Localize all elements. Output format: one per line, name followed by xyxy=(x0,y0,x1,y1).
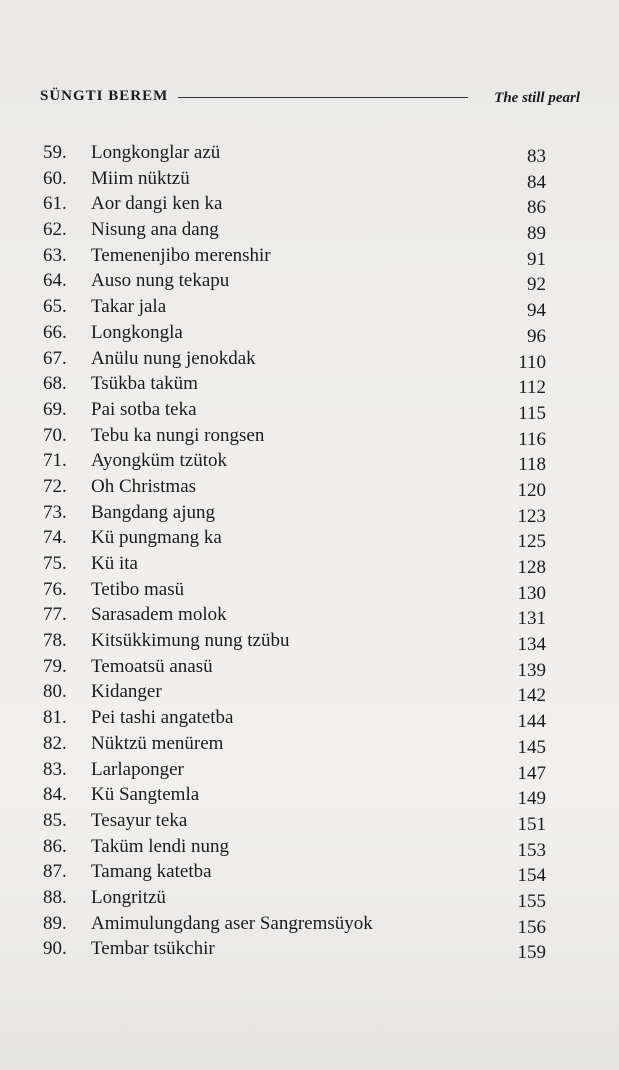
toc-entry xyxy=(0,448,619,474)
toc-entry-title: Bangdang ajung xyxy=(91,501,216,523)
toc-entry-number: 80. xyxy=(43,681,67,703)
toc-entry xyxy=(0,551,619,577)
toc-entry-number: 70. xyxy=(43,424,67,446)
toc-entry-title: Taküm lendi nung xyxy=(91,835,229,857)
toc-entry xyxy=(0,166,619,192)
toc-entry xyxy=(0,885,619,911)
toc-entry-number: 82. xyxy=(43,732,67,754)
toc-entry xyxy=(0,140,619,166)
toc-entry-page: 159 xyxy=(517,942,546,964)
toc-entry-number: 75. xyxy=(43,553,67,574)
toc-entry-title: Miim nüktzü xyxy=(91,167,190,189)
toc-entry-title: Pai sotba teka xyxy=(91,398,197,420)
toc-entry-number: 65. xyxy=(43,296,67,318)
toc-entry-page: 128 xyxy=(517,557,546,578)
toc-entry-number: 89. xyxy=(43,912,67,934)
toc-entry-page: 131 xyxy=(517,608,546,630)
toc-entry xyxy=(0,346,619,372)
toc-entry xyxy=(0,397,619,423)
toc-entry-title: Oh Christmas xyxy=(91,475,197,497)
toc-entry xyxy=(0,911,619,937)
toc-entry-number: 78. xyxy=(43,630,67,652)
table-of-contents xyxy=(0,140,619,962)
toc-entry-number: 74. xyxy=(43,527,67,549)
toc-entry-page: 154 xyxy=(517,865,546,887)
toc-entry-number: 62. xyxy=(43,219,67,241)
toc-entry-page: 139 xyxy=(517,659,546,681)
toc-entry xyxy=(0,808,619,834)
toc-entry-number: 73. xyxy=(43,501,67,523)
toc-entry-page: 83 xyxy=(527,146,546,167)
toc-entry xyxy=(0,731,619,757)
toc-entry-number: 71. xyxy=(43,450,67,472)
toc-entry-title: Auso nung tekapu xyxy=(91,270,230,292)
toc-entry-number: 87. xyxy=(43,861,67,883)
toc-entry-page: 145 xyxy=(517,736,546,758)
toc-entry-title: Kü Sangtemla xyxy=(91,784,200,806)
toc-entry-page: 123 xyxy=(517,505,546,527)
toc-entry-page: 89 xyxy=(527,223,546,245)
toc-entry-page: 120 xyxy=(517,479,546,501)
toc-entry-title: Kü ita xyxy=(91,553,138,574)
toc-entry-page: 142 xyxy=(517,685,546,707)
toc-entry-number: 67. xyxy=(43,347,67,369)
toc-entry-title: Ayongküm tzütok xyxy=(91,450,227,472)
toc-entry-title: Temoatsü anasü xyxy=(91,655,213,677)
toc-entry xyxy=(0,500,619,526)
toc-entry xyxy=(0,782,619,808)
toc-entry-page: 149 xyxy=(517,788,546,810)
toc-entry-title: Longritzü xyxy=(91,886,166,908)
toc-entry xyxy=(0,679,619,705)
toc-entry-page: 115 xyxy=(518,402,546,424)
toc-entry xyxy=(0,474,619,500)
toc-entry-number: 72. xyxy=(43,475,67,497)
toc-entry-page: 130 xyxy=(517,582,546,604)
toc-entry-title: Tetibo masü xyxy=(91,578,185,600)
toc-entry-page: 84 xyxy=(527,171,546,193)
toc-entry-title: Longkongla xyxy=(91,321,183,343)
toc-entry-number: 66. xyxy=(43,321,67,343)
toc-entry xyxy=(0,371,619,397)
toc-entry-number: 77. xyxy=(43,604,67,626)
toc-entry-page: 118 xyxy=(518,454,546,476)
toc-entry-number: 85. xyxy=(43,809,67,831)
toc-entry-page: 94 xyxy=(527,300,546,322)
toc-entry-page: 151 xyxy=(517,813,546,835)
toc-entry xyxy=(0,654,619,680)
toc-entry xyxy=(0,834,619,860)
toc-entry-title: Larlaponger xyxy=(91,758,184,780)
toc-entry-number: 81. xyxy=(43,707,67,729)
toc-entry-page: 147 xyxy=(517,762,546,784)
toc-entry xyxy=(0,757,619,783)
toc-entry-title: Amimulungdang aser Sangremsüyok xyxy=(91,912,373,934)
toc-entry-number: 83. xyxy=(43,758,67,780)
toc-entry xyxy=(0,525,619,551)
toc-entry-number: 64. xyxy=(43,270,67,292)
toc-entry-page: 125 xyxy=(517,531,546,553)
toc-entry-title: Temenenjibo merenshir xyxy=(91,244,271,266)
toc-entry-page: 96 xyxy=(527,325,546,347)
toc-entry xyxy=(0,320,619,346)
toc-entry-title: Aor dangi ken ka xyxy=(91,193,223,215)
header-rule xyxy=(178,97,468,98)
toc-entry-page: 110 xyxy=(518,351,546,373)
toc-entry-number: 86. xyxy=(43,835,67,857)
header-english-title: The still pearl xyxy=(494,90,580,106)
toc-entry-number: 68. xyxy=(43,373,67,395)
toc-entry-page: 153 xyxy=(517,839,546,861)
toc-entry-title: Takar jala xyxy=(91,296,167,318)
toc-entry xyxy=(0,423,619,449)
toc-entry xyxy=(0,577,619,603)
header-book-title: SÜNGTI BEREM xyxy=(40,88,169,104)
toc-entry xyxy=(0,243,619,269)
toc-entry-number: 59. xyxy=(43,142,67,163)
toc-entry-number: 76. xyxy=(43,578,67,600)
toc-entry-title: Pei tashi angatetba xyxy=(91,707,234,729)
toc-entry xyxy=(0,628,619,654)
toc-entry-page: 155 xyxy=(517,890,546,912)
toc-entry xyxy=(0,602,619,628)
toc-entry-title: Tembar tsükchir xyxy=(91,938,215,960)
toc-entry-title: Nüktzü menürem xyxy=(91,732,224,754)
toc-entry-page: 86 xyxy=(527,197,546,219)
toc-entry-page: 91 xyxy=(527,248,546,270)
toc-entry xyxy=(0,217,619,243)
toc-entry-number: 69. xyxy=(43,398,67,420)
toc-entry-title: Anülu nung jenokdak xyxy=(91,347,256,369)
toc-entry xyxy=(0,191,619,217)
toc-entry-page: 156 xyxy=(517,916,546,938)
toc-entry-title: Longkonglar azü xyxy=(91,142,221,163)
toc-entry-page: 92 xyxy=(527,274,546,296)
toc-entry-number: 79. xyxy=(43,655,67,677)
toc-entry-number: 88. xyxy=(43,886,67,908)
toc-entry-page: 112 xyxy=(518,377,546,399)
toc-entry-number: 60. xyxy=(43,167,67,189)
toc-entry-title: Tsükba taküm xyxy=(91,373,198,395)
toc-entry-number: 63. xyxy=(43,244,67,266)
toc-entry-title: Sarasadem molok xyxy=(91,604,227,626)
toc-entry-title: Tesayur teka xyxy=(91,809,188,831)
toc-entry-title: Kidanger xyxy=(91,681,162,703)
toc-entry-title: Tebu ka nungi rongsen xyxy=(91,424,265,446)
toc-entry-title: Kitsükkimung nung tzübu xyxy=(91,630,290,652)
toc-entry xyxy=(0,859,619,885)
toc-entry-page: 116 xyxy=(518,428,546,450)
toc-entry xyxy=(0,294,619,320)
toc-entry-title: Tamang katetba xyxy=(91,861,212,883)
toc-entry-number: 84. xyxy=(43,784,67,806)
toc-entry-page: 144 xyxy=(517,711,546,733)
toc-entry-title: Nisung ana dang xyxy=(91,219,219,241)
toc-entry-title: Kü pungmang ka xyxy=(91,527,222,549)
toc-entry xyxy=(0,705,619,731)
toc-entry-number: 90. xyxy=(43,938,67,960)
toc-entry xyxy=(0,268,619,294)
toc-entry-page: 134 xyxy=(517,634,546,656)
toc-entry xyxy=(0,936,619,962)
running-header xyxy=(40,88,580,110)
toc-entry-number: 61. xyxy=(43,193,67,215)
